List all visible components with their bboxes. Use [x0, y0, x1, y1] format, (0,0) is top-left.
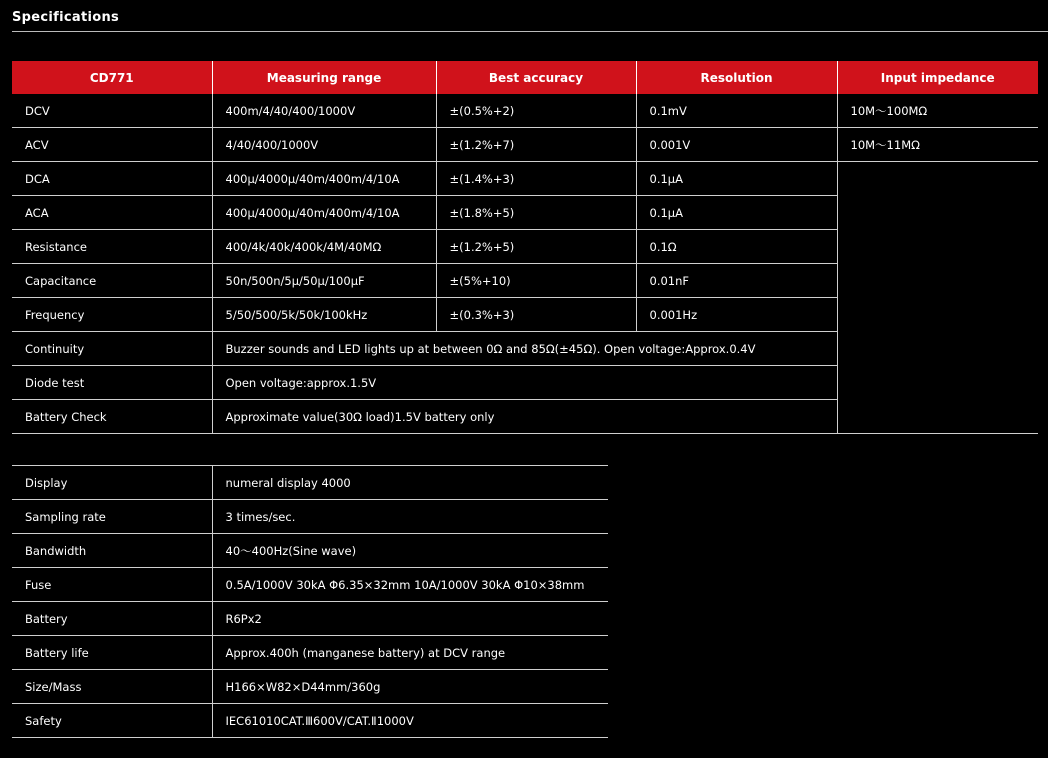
measuring-range: 400μ/4000μ/40m/400m/4/10A — [212, 162, 436, 196]
resolution: 0.001V — [636, 128, 837, 162]
measuring-range: 400μ/4000μ/40m/400m/4/10A — [212, 196, 436, 230]
measuring-range: 5/50/500/5k/50k/100kHz — [212, 298, 436, 332]
table-row — [12, 466, 608, 500]
table-row — [12, 162, 1038, 196]
row-name: Display — [12, 466, 212, 500]
row-name: Battery — [12, 602, 212, 636]
row-value: 3 times/sec. — [212, 500, 608, 534]
best-accuracy: ±(1.2%+5) — [436, 230, 636, 264]
table-row — [12, 94, 1038, 128]
resolution: 0.01nF — [636, 264, 837, 298]
row-name: Battery Check — [12, 400, 212, 434]
input-impedance: 10M～11MΩ — [837, 128, 1038, 162]
table-row — [12, 500, 608, 534]
row-value: Approximate value(30Ω load)1.5V battery only — [212, 400, 837, 434]
row-value: IEC61010CAT.Ⅲ600V/CAT.Ⅱ1000V — [212, 704, 608, 738]
row-name: Fuse — [12, 568, 212, 602]
row-value: 40～400Hz(Sine wave) — [212, 534, 608, 568]
measuring-range: 400m/4/40/400/1000V — [212, 94, 436, 128]
measuring-range: 4/40/400/1000V — [212, 128, 436, 162]
table-row — [12, 636, 608, 670]
row-name: Continuity — [12, 332, 212, 366]
row-name: Resistance — [12, 230, 212, 264]
row-value: R6Px2 — [212, 602, 608, 636]
table-row — [12, 128, 1038, 162]
resolution: 0.1Ω — [636, 230, 837, 264]
resolution: 0.1μA — [636, 162, 837, 196]
header-best-accuracy: Best accuracy — [436, 61, 636, 94]
best-accuracy: ±(1.2%+7) — [436, 128, 636, 162]
page-title: Specifications — [12, 10, 120, 25]
resolution: 0.001Hz — [636, 298, 837, 332]
table-row — [12, 704, 608, 738]
specifications-table — [12, 61, 1038, 434]
row-name: Safety — [12, 704, 212, 738]
row-value: Approx.400h (manganese battery) at DCV range — [212, 636, 608, 670]
table-header-row — [12, 61, 1038, 94]
row-value: Buzzer sounds and LED lights up at between 0Ω and 85Ω(±45Ω). Open voltage:Approx.0.4V — [212, 332, 837, 366]
row-value: H166×W82×D44mm/360g — [212, 670, 608, 704]
best-accuracy: ±(1.8%+5) — [436, 196, 636, 230]
row-name: Bandwidth — [12, 534, 212, 568]
best-accuracy: ±(0.3%+3) — [436, 298, 636, 332]
table-row — [12, 534, 608, 568]
table-row — [12, 602, 608, 636]
resolution: 0.1μA — [636, 196, 837, 230]
table-row — [12, 670, 608, 704]
row-name: Frequency — [12, 298, 212, 332]
row-name: Battery life — [12, 636, 212, 670]
input-impedance: 10M～100MΩ — [837, 94, 1038, 128]
measuring-range: 400/4k/40k/400k/4M/40MΩ — [212, 230, 436, 264]
row-name: DCV — [12, 94, 212, 128]
row-value: Open voltage:approx.1.5V — [212, 366, 837, 400]
best-accuracy: ±(1.4%+3) — [436, 162, 636, 196]
row-name: ACV — [12, 128, 212, 162]
measuring-range: 50n/500n/5μ/50μ/100μF — [212, 264, 436, 298]
header-measuring-range: Measuring range — [212, 61, 436, 94]
row-value: 0.5A/1000V 30kA Φ6.35×32mm 10A/1000V 30kA Φ10×38mm — [212, 568, 608, 602]
empty-impedance-block — [837, 162, 1038, 434]
row-name: Diode test — [12, 366, 212, 400]
general-specifications-table — [12, 465, 608, 738]
header-resolution: Resolution — [636, 61, 837, 94]
row-name: Size/Mass — [12, 670, 212, 704]
row-name: DCA — [12, 162, 212, 196]
row-name: Sampling rate — [12, 500, 212, 534]
best-accuracy: ±(5%+10) — [436, 264, 636, 298]
resolution: 0.1mV — [636, 94, 837, 128]
header-input-impedance: Input impedance — [837, 61, 1038, 94]
best-accuracy: ±(0.5%+2) — [436, 94, 636, 128]
row-value: numeral display 4000 — [212, 466, 608, 500]
header-model: CD771 — [12, 61, 212, 94]
table-row — [12, 568, 608, 602]
row-name: ACA — [12, 196, 212, 230]
row-name: Capacitance — [12, 264, 212, 298]
title-divider — [12, 31, 1048, 32]
